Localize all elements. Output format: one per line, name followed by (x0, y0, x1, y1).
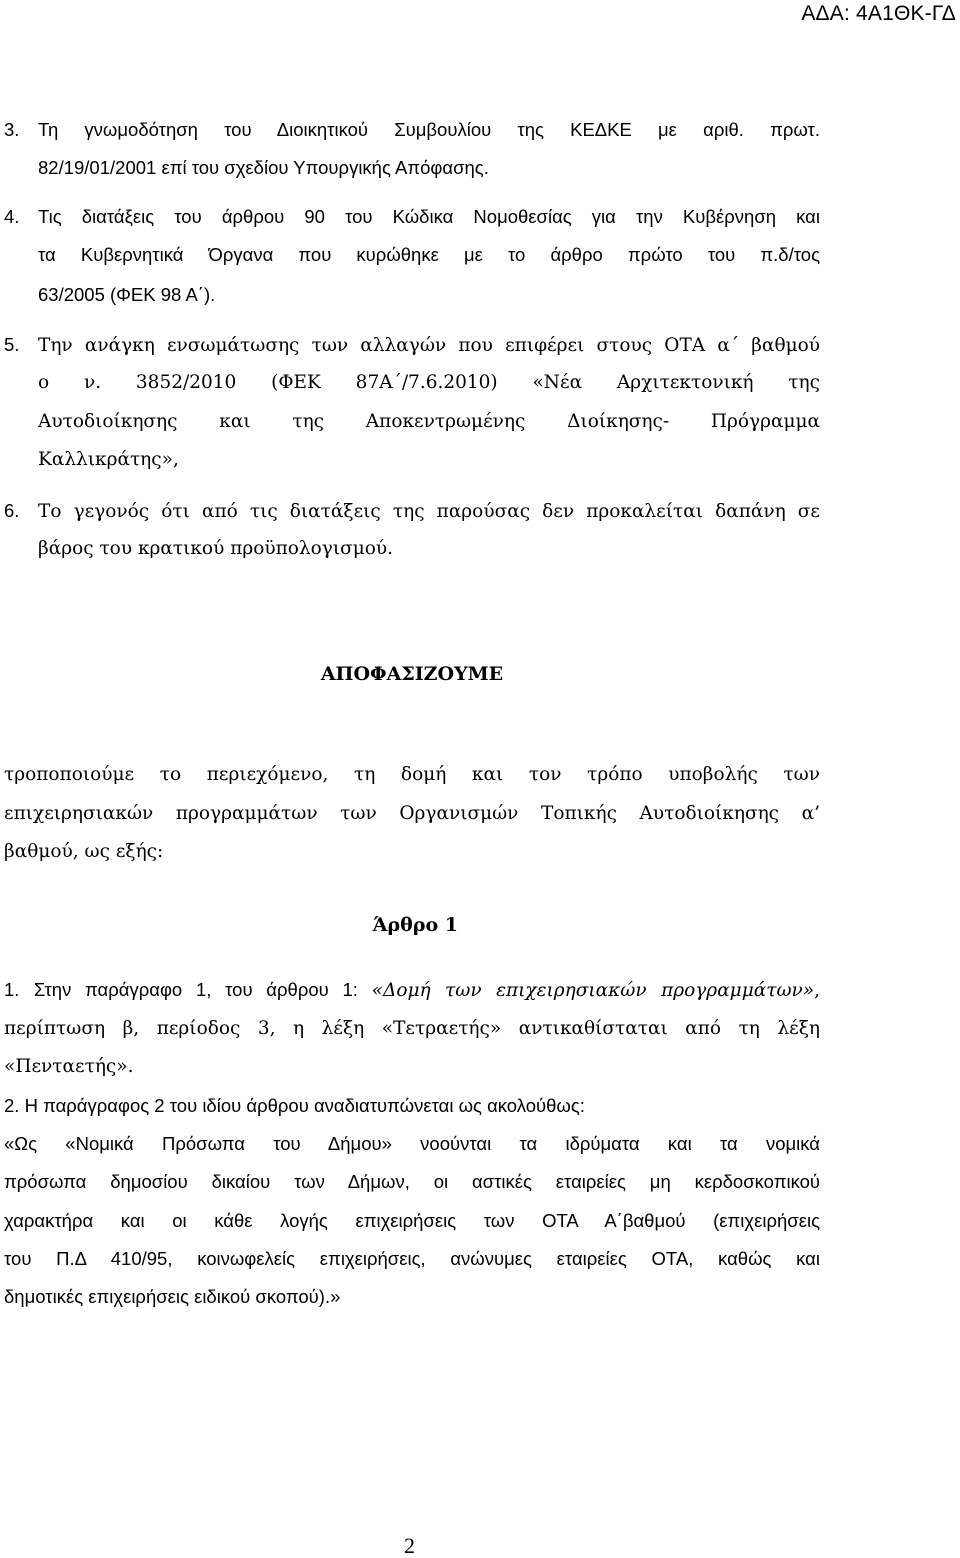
para-2-number: 2. (4, 1095, 20, 1116)
item-6-number: 6. (4, 500, 20, 521)
item-6-line-1 (4, 497, 820, 526)
para-1-text-1a: Στην παράγραφο 1, του άρθρου 1: (33, 979, 372, 1000)
item-4-line-1 (4, 203, 820, 232)
para-1-number: 1. (4, 979, 20, 1000)
item-3-text-1: Τη γνωμοδότηση του Διοικητικού Συμβουλίου της ΚΕΔΚΕ με αριθ. πρωτ. (38, 119, 820, 140)
item-5-text-1: Την ανάγκη ενσωμάτωσης των αλλαγών που επιφέρει στους ΟΤΑ α΄ βαθμού (38, 335, 820, 356)
para-1-text-1c: , (814, 980, 820, 1001)
item-3-number: 3. (4, 119, 20, 140)
item-5-number: 5. (4, 334, 20, 355)
decision-heading: ΑΠΟΦΑΣΙΖΟΥΜΕ (320, 663, 504, 685)
decision-line-3: βαθμού, ως εξής: (4, 841, 164, 862)
para-2-text-1: Η παράγραφος 2 του ιδίου άρθρου αναδιατυπώνεται ως ακολούθως: (24, 1095, 585, 1116)
item-5-line-4: Καλλικράτης», (38, 449, 179, 470)
para-2-line-1 (4, 1092, 820, 1120)
para-1-line-3: «Πενταετής». (4, 1056, 134, 1077)
item-3-line-1 (4, 116, 820, 145)
para-2-line-5: του Π.Δ 410/95, κοινωφελείς επιχειρήσεις, ανώνυμες εταιρείες ΟΤΑ, καθώς και (4, 1248, 820, 1269)
item-4-line-2: τα Κυβερνητικά Όργανα που κυρώθηκε με το άρθρο πρώτο του π.δ/τος (38, 244, 820, 265)
para-1-line-2: περίπτωση β, περίοδος 3, η λέξη «Τετραετής» αντικαθίσταται από τη λέξη (4, 1018, 820, 1039)
para-1-title-quote: «Δομή των επιχειρησιακών προγραμμάτων» (371, 980, 815, 1001)
para-2-line-2: «Ως «Νομικά Πρόσωπα του Δήμου» νοούνται τα ιδρύματα και τα νομικά (4, 1133, 820, 1154)
item-5-line-1 (4, 331, 820, 360)
item-4-text-1: Τις διατάξεις του άρθρου 90 του Κώδικα Νομοθεσίας για την Κυβέρνηση και (38, 206, 820, 227)
item-5-line-3: Αυτοδιοίκησης και της Αποκεντρωμένης Διοίκησης- Πρόγραμμα (38, 411, 820, 432)
para-2-line-4: χαρακτήρα και οι κάθε λογής επιχειρήσεις των ΟΤΑ Α΄βαθμού (επιχειρήσεις (4, 1210, 820, 1231)
decision-line-2: επιχειρησιακών προγραμμάτων των Οργανισμών Τοπικής Αυτοδιοίκησης α’ (4, 803, 820, 824)
para-2-line-6: δημοτικές επιχειρήσεις ειδικού σκοπού).» (4, 1286, 341, 1307)
para-2-line-3: πρόσωπα δημοσίου δικαίου των Δήμων, οι αστικές εταιρείες μη κερδοσκοπικού (4, 1171, 820, 1192)
item-5-line-2: ο ν. 3852/2010 (ΦΕΚ 87Α΄/7.6.2010) «Νέα Αρχιτεκτονική της (38, 372, 820, 393)
para-1-line-1 (4, 976, 820, 1005)
item-3-line-2: 82/19/01/2001 επί του σχεδίου Υπουργικής Απόφασης. (38, 157, 489, 178)
item-6-line-2: βάρος του κρατικού προϋπολογισμού. (38, 538, 393, 559)
article-title: Άρθρο 1 (372, 914, 458, 936)
item-4-number: 4. (4, 206, 20, 227)
ada-code: ΑΔΑ: 4Α1ΘΚ-ΓΔ (801, 2, 956, 25)
item-4-line-3: 63/2005 (ΦΕΚ 98 Α΄). (38, 284, 216, 305)
page-number: 2 (404, 1533, 415, 1558)
item-6-text-1: Το γεγονός ότι από τις διατάξεις της παρούσας δεν προκαλείται δαπάνη σε (38, 501, 820, 522)
decision-line-1: τροποποιούμε το περιεχόμενο, τη δομή και τον τρόπο υποβολής των (4, 764, 820, 785)
